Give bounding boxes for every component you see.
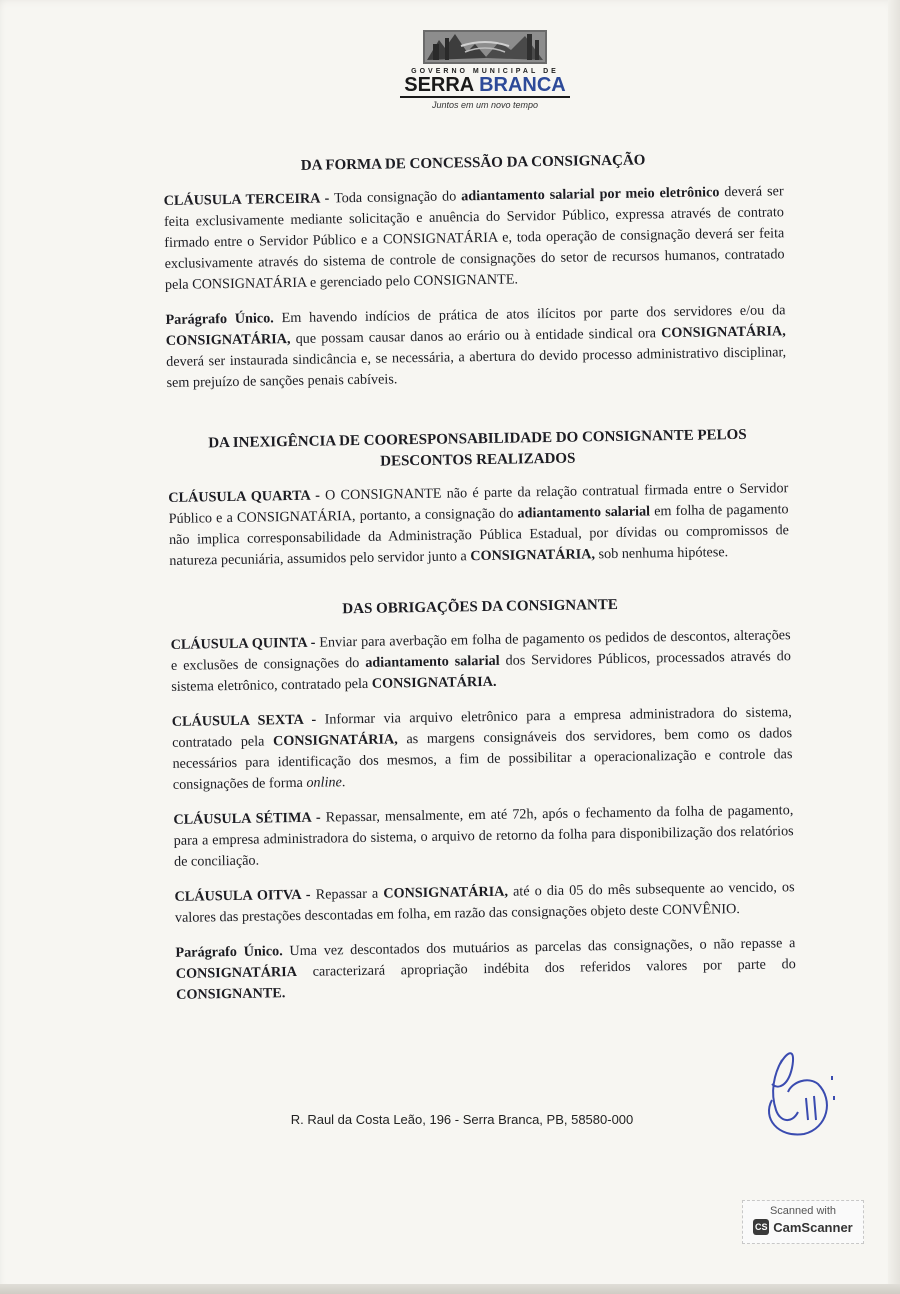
- clause-label: CLÁUSULA QUINTA -: [170, 634, 316, 653]
- scanner-brand: [743, 1219, 863, 1235]
- paragraph-emphasis: CONSIGNANTE.: [176, 985, 286, 1003]
- scanner-app-name: CamScanner: [773, 1219, 853, 1235]
- paragraph-text: Em havendo indícios de prática de atos ilícitos por parte dos servidores e/ou da: [273, 302, 786, 327]
- document-body: [163, 148, 796, 1020]
- clause-terceira: [164, 181, 786, 296]
- clause-label: CLÁUSULA SEXTA -: [171, 711, 317, 730]
- section-heading-concessao: DA FORMA DE CONCESSÃO DA CONSIGNAÇÃO: [300, 152, 646, 174]
- scanner-watermark: [742, 1200, 864, 1244]
- heading-line: DA INEXIGÊNCIA DE COORESPONSABILIDADE DO CONSIGNANTE PELOS: [208, 426, 747, 452]
- clause-emphasis: adiantamento salarial: [517, 503, 651, 522]
- clause-text: Informar via arquivo eletrônico para a empresa administradora do sistema, contratado pela: [172, 704, 792, 751]
- paragraph-text: que possam causar danos ao erário ou à entidade sindical ora: [290, 325, 662, 348]
- paragraph-text: caracterizará apropriação indébita dos referidos valores por parte do: [296, 956, 796, 980]
- paragraph-emphasis: CONSIGNATÁRIA,: [165, 331, 291, 349]
- logo-municipality-name: [380, 75, 590, 95]
- logo-name-branca: BRANCA: [479, 74, 566, 96]
- municipal-logo: [380, 24, 590, 110]
- clause-text: as margens consignáveis dos servidores, bem como os dados necessários para identificação dos mesmos, a fim de possibilitar a operacionalização e controle das consignações de forma: [172, 725, 793, 793]
- section-heading-obrigacoes: DAS OBRIGAÇÕES DA CONSIGNANTE: [342, 596, 618, 618]
- heading-line: DESCONTOS REALIZADOS: [380, 450, 576, 470]
- clause-quinta: [170, 625, 791, 698]
- paragrafo-unico-2: [175, 933, 796, 1006]
- section-heading-inexigencia: [167, 424, 788, 476]
- clause-emphasis: CONSIGNATÁRIA.: [371, 673, 497, 692]
- handwritten-initials-icon: [752, 1040, 842, 1140]
- clause-text: até o dia 05 do mês subsequente ao vencido, os valores das prestações descontadas em folha, em razão das consignações objeto deste CONVÊNIO.: [174, 879, 795, 926]
- clause-emphasis: CONSIGNATÁRIA,: [272, 731, 398, 750]
- clause-emphasis: CONSIGNATÁRIA,: [470, 546, 596, 565]
- clause-oitava: [174, 877, 795, 929]
- clause-setima: [173, 800, 794, 873]
- clause-text: sob nenhuma hipótese.: [594, 544, 729, 563]
- clause-text: .: [341, 774, 346, 791]
- clause-text: Enviar para averbação em folha de pagamento os pedidos de descontos, alterações e exclusões de consignações do: [170, 627, 791, 674]
- footer-address: R. Raul da Costa Leão, 196 - Serra Branca, PB, 58580-000: [290, 1112, 634, 1127]
- scanner-caption: Scanned with: [769, 1205, 837, 1217]
- clause-text: em folha de pagamento não implica corresponsabilidade da Administração Pública Estadual, por dívidas ou compromissos de natureza pecuniária, assumidos pelo servidor junto a: [168, 501, 790, 569]
- clause-text: O CONSIGNANTE não é parte da relação contratual firmada entre o Servidor Público e a CONSIGNATÁRIA, portanto, a consignação do: [168, 480, 789, 527]
- paragraph-label: Parágrafo Único.: [165, 310, 274, 328]
- clause-label: CLÁUSULA QUARTA -: [168, 487, 321, 506]
- clause-sexta: [172, 702, 793, 796]
- clause-text: deverá ser feita exclusivamente mediante solicitação e anuência do Servidor Público, expressa através de contrato firmado entre o Servidor Público e a CONSIGNATÁRIA e, toda operação de consignação deverá ser feita exclusivamente através do sistema de controle de consignações do setor de recursos humanos, contratado pela CONSIGNATÁRIA e gerenciado pelo CONSIGNANTE.: [163, 183, 785, 293]
- clause-quarta: [168, 478, 789, 572]
- page-bottom-edge: [0, 1284, 900, 1294]
- clause-emphasis: CONSIGNATÁRIA,: [383, 883, 509, 902]
- paragraph-text: deverá ser instaurada sindicância e, se necessária, a abertura do devido processo administrativo disciplinar, sem prejuízo de sanções penais cabíveis.: [166, 344, 787, 391]
- logo-name-serra: SERRA: [404, 74, 474, 96]
- logo-divider: [400, 96, 570, 98]
- clause-text: Repassar, mensalmente, em até 72h, após o fechamento da folha de pagamento, para a empresa administradora do sistema, o arquivo de retorno da folha para disponibilização dos relatórios de conciliação.: [173, 802, 794, 870]
- clause-text: Toda consignação do: [329, 188, 462, 207]
- clause-italic: online: [306, 774, 342, 791]
- camscanner-icon: CS: [753, 1219, 769, 1235]
- clause-label: CLÁUSULA TERCEIRA -: [163, 190, 330, 209]
- logo-government-line: GOVERNO MUNICIPAL DE: [411, 68, 559, 75]
- clause-label: CLÁUSULA OITVA -: [174, 886, 311, 905]
- paragraph-text: Uma vez descontados dos mutuários as parcelas das consignações, o não repasse a: [282, 935, 796, 960]
- clause-text: Repassar a: [310, 885, 384, 903]
- page-edge-shadow: [888, 0, 900, 1294]
- serra-branca-emblem-icon: [415, 24, 555, 66]
- clause-text: dos Servidores Públicos, processados através do sistema eletrônico, contratado pela: [171, 648, 792, 695]
- paragraph-emphasis: CONSIGNATÁRIA,: [661, 323, 786, 342]
- paragrafo-unico-1: [165, 300, 786, 394]
- logo-tagline: Juntos em um novo tempo: [431, 100, 539, 110]
- clause-label: CLÁUSULA SÉTIMA -: [173, 809, 321, 828]
- paragraph-label: Parágrafo Único.: [175, 943, 283, 961]
- clause-emphasis: adiantamento salarial: [365, 652, 500, 671]
- paragraph-emphasis: CONSIGNATÁRIA: [175, 963, 298, 982]
- clause-emphasis: adiantamento salarial por meio eletrônico: [461, 184, 720, 205]
